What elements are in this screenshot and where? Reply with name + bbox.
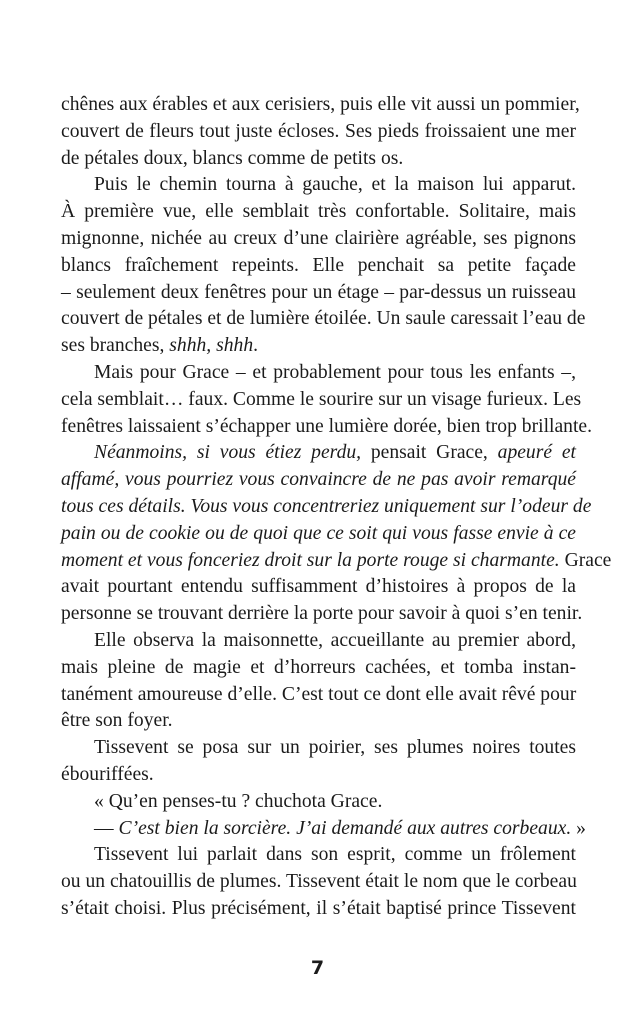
text-line: mignonne, nichée au creux d’une clairière agréable, ses pignons xyxy=(61,227,576,249)
text-line: Tissevent lui parlait dans son esprit, comme un frôlement xyxy=(94,844,576,866)
text-run: Grace xyxy=(559,549,612,571)
text-line: – seulement deux fenêtres pour un étage – par-dessus un ruisseau xyxy=(61,281,576,303)
text-line xyxy=(61,440,576,467)
text-line xyxy=(61,548,612,575)
text-line: avait pourtant entendu suffisamment d’histoires à propos de la xyxy=(61,576,576,598)
text-line: chênes aux érables et aux cerisiers, puis elle vit aussi un pommier, xyxy=(61,94,580,115)
text-line: couvert de pétales et de lumière étoilée. Un saule caressait l’eau de xyxy=(61,308,586,330)
text-run: — xyxy=(94,817,119,839)
text-line: « Qu’en penses-tu ? chuchota Grace. xyxy=(94,790,383,812)
text-line: Elle observa la maisonnette, accueillante au premier abord, xyxy=(94,629,576,651)
text-line xyxy=(61,333,576,360)
italic-run: moment et vous fonceriez droit sur la porte rouge si charmante. xyxy=(61,549,560,571)
text-line: tanément amoureuse d’elle. C’est tout ce dont elle avait rêvé pour xyxy=(61,683,577,705)
italic-run: Néanmoins, si vous étiez perdu, xyxy=(94,442,362,464)
italic-run: C’est bien la sorcière. J’ai demandé aux autres corbeaux. xyxy=(118,817,572,839)
text-line: personne se trouvant derrière la porte pour savoir à quoi s’en tenir. xyxy=(61,603,583,625)
text-line: pain ou de cookie ou de quoi que ce soit qui vous fasse envie à ce xyxy=(61,522,576,544)
text-line: Mais pour Grace – et probablement pour tous les enfants –, xyxy=(94,361,576,383)
text-run: pensait Grace, xyxy=(361,442,498,464)
text-line: tous ces détails. Vous vous concentreriez uniquement sur l’odeur de xyxy=(61,495,592,517)
text-line: ou un chatouillis de plumes. Tissevent était le nom que le corbeau xyxy=(61,871,577,893)
text-line: Tissevent se posa sur un poirier, ses plumes noires toutes xyxy=(94,737,576,759)
text-line: fenêtres laissaient s’échapper une lumière dorée, bien trop brillante. xyxy=(61,415,592,437)
text-line: s’était choisi. Plus précisément, il s’était baptisé prince Tissevent xyxy=(61,897,576,919)
text-line: À première vue, elle semblait très confortable. Solitaire, mais xyxy=(61,201,576,223)
text-line: de pétales doux, blancs comme de petits os. xyxy=(61,147,404,169)
text-run: ses branches, xyxy=(61,335,170,357)
text-line: être son foyer. xyxy=(61,710,173,732)
text-line: cela semblait… faux. Comme le sourire sur un visage furieux. Les xyxy=(61,388,582,410)
text-line: mais pleine de magie et d’horreurs cachées, et tomba instan- xyxy=(61,656,576,678)
italic-run: shhh, shhh xyxy=(169,335,254,357)
text-line: affamé, vous pourriez vous convaincre de ne pas avoir remarqué xyxy=(61,469,576,491)
text-line: couvert de fleurs tout juste écloses. Ses pieds froissaient une mer xyxy=(61,120,576,142)
text-line: Puis le chemin tourna à gauche, et la maison lui apparut. xyxy=(94,174,576,196)
text-run: » xyxy=(571,817,586,839)
italic-run: apeuré et xyxy=(497,442,576,464)
page-number: 7 xyxy=(310,957,325,979)
text-line: ébouriffées. xyxy=(61,763,154,785)
body-text xyxy=(61,92,612,923)
text-line xyxy=(61,816,586,843)
text-line: blancs fraîchement repeints. Elle penchait sa petite façade xyxy=(61,254,576,276)
text-run: . xyxy=(253,335,259,357)
